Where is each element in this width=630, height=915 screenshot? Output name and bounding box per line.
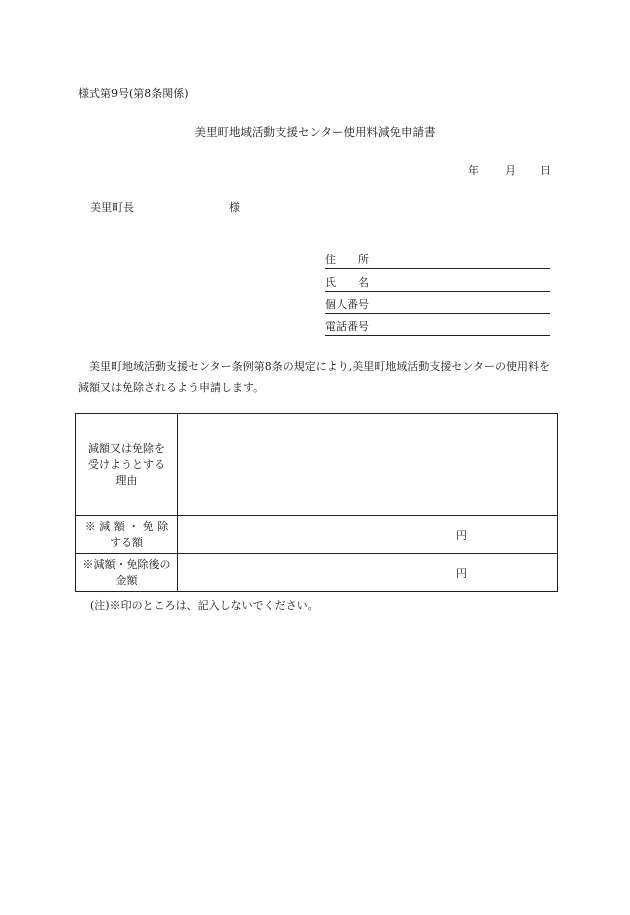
address-label: 住 所 [325, 253, 369, 266]
date-year: 年 [468, 164, 479, 177]
reason-label: 減額又は免除を受けようとする理由 [76, 414, 178, 516]
document-title: 美里町地域活動支援センター使用料減免申請書 [194, 125, 436, 139]
form-number: 様式第9号(第8条関係) [78, 87, 189, 100]
name-field[interactable] [325, 276, 550, 292]
recipient: 美里町長 [90, 201, 134, 214]
yen-unit: 円 [456, 528, 467, 542]
date-day: 日 [540, 164, 551, 177]
personal-number-label: 個人番号 [325, 298, 369, 311]
reduction-amount-label: ※ 減 額 ・ 免 除 する額 [76, 516, 178, 554]
phone-field[interactable] [325, 320, 550, 336]
reduction-amount-input[interactable] [178, 516, 558, 554]
after-amount-input[interactable] [178, 554, 558, 592]
recipient-honorific: 様 [229, 201, 240, 214]
footnote: (注)※印のところは、記入しないでください。 [90, 599, 319, 612]
application-statement: 美里町地域活動支援センター条例第8条の規定により,美里町地域活動支援センターの使用料を減額又は免除されるよう申請します。 [78, 360, 550, 394]
date-month: 月 [505, 164, 516, 177]
reason-input[interactable] [178, 414, 558, 516]
address-field[interactable] [325, 253, 550, 269]
after-amount-label: ※減額・免除後の金額 [76, 554, 178, 592]
personal-number-field[interactable] [325, 298, 550, 314]
name-label: 氏 名 [325, 276, 369, 289]
application-table [75, 413, 558, 592]
yen-unit: 円 [456, 566, 467, 580]
phone-label: 電話番号 [325, 320, 369, 333]
